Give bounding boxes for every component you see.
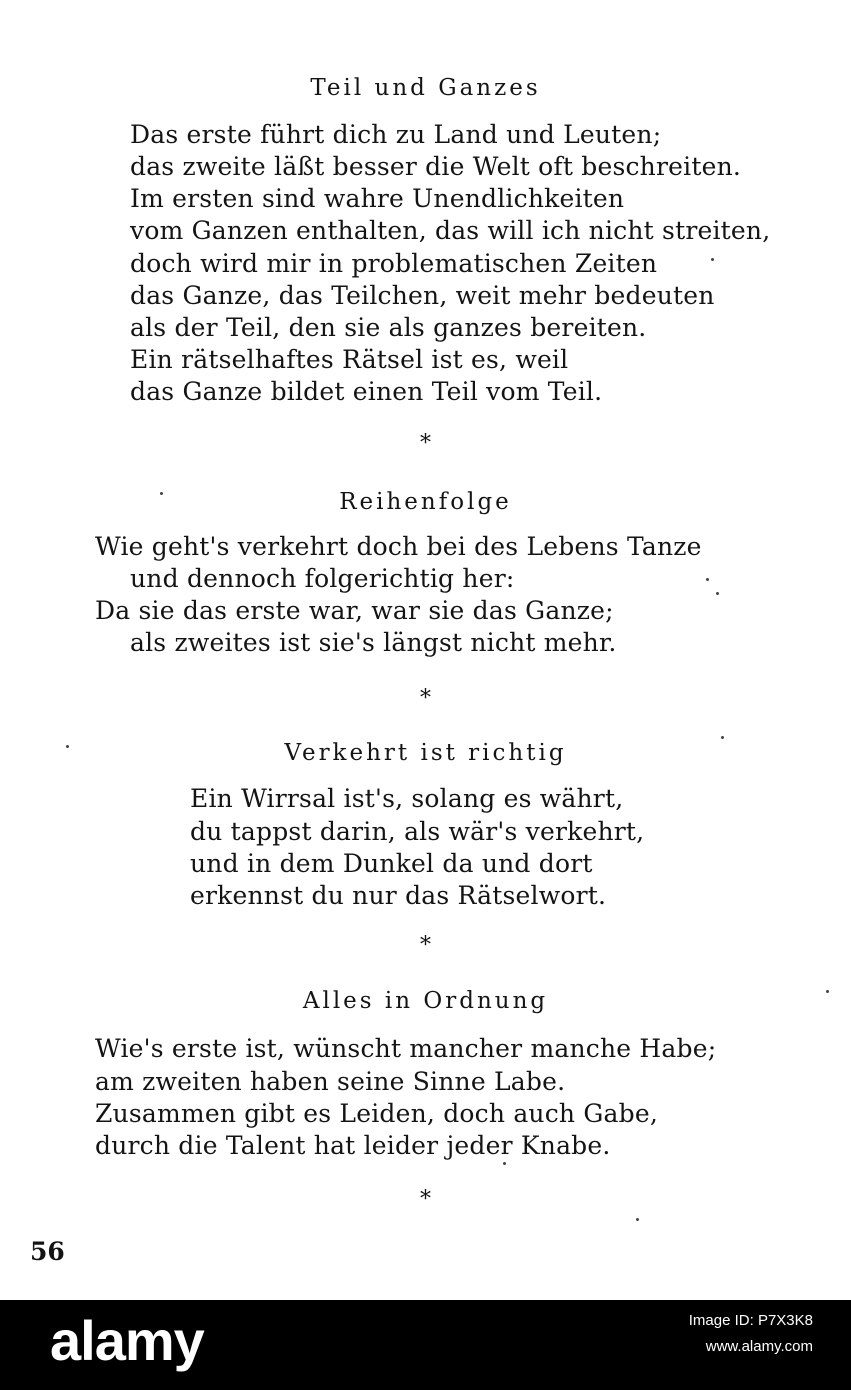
section-separator: * — [420, 1187, 431, 1212]
poem-line: vom Ganzen enthalten, das will ich nicht streiten, — [130, 216, 771, 245]
scan-speck — [826, 990, 829, 993]
section-separator: * — [420, 431, 431, 456]
poem-line: du tappst darin, als wär's verkehrt, — [190, 817, 645, 846]
scan-speck — [721, 736, 724, 739]
poem-line: als der Teil, den sie als ganzes bereiten. — [130, 313, 647, 342]
poem-line: Ein rätselhaftes Rätsel ist es, weil — [130, 345, 569, 374]
poem-line: doch wird mir in problematischen Zeiten — [130, 249, 658, 278]
poem-line: Im ersten sind wahre Unendlichkeiten — [130, 184, 625, 213]
scan-speck — [716, 592, 719, 595]
poem-title-reihenfolge: Reihenfolge — [339, 489, 512, 515]
poem-line: als zweites ist sie's längst nicht mehr. — [130, 628, 617, 657]
scan-speck — [711, 258, 714, 261]
scan-speck — [503, 1162, 506, 1165]
poem-line: Das erste führt dich zu Land und Leuten; — [130, 120, 662, 149]
poem-line: das Ganze bildet einen Teil vom Teil. — [130, 377, 603, 406]
poem-title-teil-und-ganzes: Teil und Ganzes — [310, 75, 541, 101]
poem-line: Zusammen gibt es Leiden, doch auch Gabe, — [95, 1099, 658, 1128]
poem-line: erkennst du nur das Rätselwort. — [190, 881, 607, 910]
scan-speck — [706, 578, 709, 581]
poem-line: das zweite läßt besser die Welt oft beschreiten. — [130, 152, 742, 181]
poem-line: Da sie das erste war, war sie das Ganze; — [95, 596, 614, 625]
section-separator: * — [420, 686, 431, 711]
poem-line: das Ganze, das Teilchen, weit mehr bedeuten — [130, 281, 715, 310]
page-number: 56 — [30, 1237, 65, 1266]
poem-line: Ein Wirrsal ist's, solang es währt, — [190, 784, 624, 813]
poem-title-alles-in-ordnung: Alles in Ordnung — [302, 988, 549, 1014]
poem-title-verkehrt-ist-richtig: Verkehrt ist richtig — [284, 740, 567, 766]
poem-line: durch die Talent hat leider jeder Knabe. — [95, 1131, 611, 1160]
image-id-label: Image ID: P7X3K8 — [688, 1312, 813, 1329]
poem-line: Wie's erste ist, wünscht mancher manche Habe; — [95, 1034, 717, 1063]
alamy-logo: alamy — [50, 1309, 204, 1372]
poem-line: und in dem Dunkel da und dort — [190, 849, 593, 878]
poem-line: und dennoch folgerichtig her: — [130, 564, 515, 593]
scan-speck — [160, 492, 163, 495]
poem-line: Wie geht's verkehrt doch bei des Lebens Tanze — [95, 532, 702, 561]
site-url: www.alamy.com — [705, 1338, 813, 1355]
scan-speck — [66, 745, 69, 748]
section-separator: * — [420, 933, 431, 958]
scan-speck — [636, 1218, 639, 1221]
poem-line: am zweiten haben seine Sinne Labe. — [95, 1067, 566, 1096]
